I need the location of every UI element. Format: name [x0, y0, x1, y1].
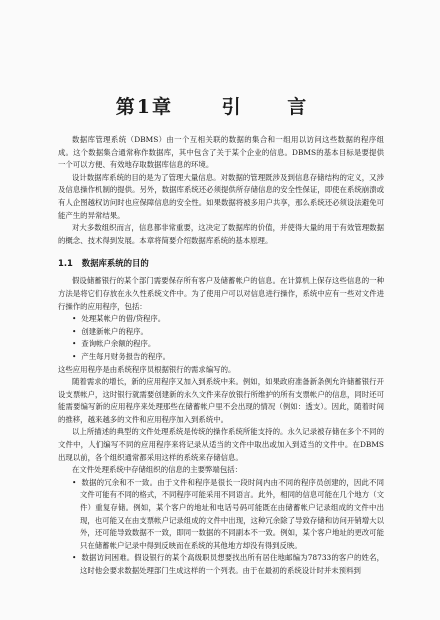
section-title: 数据库系统的目的: [81, 258, 149, 269]
list-item: • 处理某帐户的借/贷程序。: [80, 313, 384, 326]
drawbacks-list: [58, 477, 384, 578]
list-item: • 查询帐户余额的程序。: [80, 338, 384, 351]
paragraph-growth: 随着需求的增长，新的应用程序又加入到系统中来。例如，如果政府准备新条例允许储蓄银行开设支票帐户，这时银行就需要创建新的永久文件来存放银行所维护的所有支票帐户的信息，同时还可能需要编写新的应用程序来处理那些在储蓄帐户里不会出现的情况（例如：透支）。因此，随着时间的推移，越来越多的文件和应用程序加入到系统中。: [58, 377, 384, 424]
paragraph-drawbacks-intro: 在文件处理系统中存储组织的信息的主要弊端包括：: [72, 465, 242, 475]
intro-paragraph-2: 设计数据库系统的目的是为了管理大量信息。对数据的管理既涉及到信息存储结构的定义，又涉及信息操作机制的提供。另外，数据库系统还必须提供所存储信息的安全性保证，即使在系统崩溃或有人企图越权访问时也应保障信息的安全性。如果数据将被多用户共享，那么系统还必须设法避免可能产生的异常结果。: [58, 172, 384, 220]
intro-paragraph-1: 数据库管理系统（DBMS）由一个互相关联的数据的集合和一组用以访问这些数据的程序组成。这个数据集合通常称作数据库，其中包含了关于某个企业的信息。DBMS的基本目标是要提供一个可以方便、有效地存取数据库信息的环境。: [58, 135, 384, 170]
list-item: • 数据访问困难。假设银行的某个高级职员想要找出所有居住地邮编为78733的客户的姓名，这时他会要求数据处理部门生成这样的一个列表。由于在最初的系统设计时并未预料到: [80, 552, 384, 577]
chapter-title: [58, 92, 384, 120]
section-paragraph-1: 假设储蓄银行的某个部门需要保存所有客户及储蓄帐户的信息。在计算机上保存这些信息的一种方法是将它们存放在永久性系统文件中。为了使用户可以对信息进行操作，系统中应有一些对文件进行操作的应用程序，包括：: [58, 276, 384, 311]
chapter-number: 第1章: [115, 96, 173, 118]
paragraph-file-system: 以上所描述的典型的文件处理系统是传统的操作系统所能支持的。永久记录被存储在多个不同的文件中，人们编写不同的应用程序来将记录从适当的文件中取出或加入到适当的文件中。在DBMS出现以前，各个组织通常都采用这样的系统来存储信息。: [58, 427, 384, 462]
section-heading: [58, 257, 384, 269]
list-item: • 数据的冗余和不一致。由于文件和程序是很长一段时间内由不同的程序员创建的，因此不同文件可能有不同的格式，不同程序可能采用不同语言。此外，相同的信息可能在几个地方（文件）重复存储。例如，某个客户的地址和电话号码可能既在由储蓄帐户记录组成的文件中出现，也可能又在由支票帐户记录组成的文件中出现，这种冗余除了导致存储和访问开销增大以外，还可能导致数据不一致，即同一数据的不同副本不一致。例如，某个客户地址的更改可能只在储蓄帐户记录中得到反映而在系统的其他地方却没有得到反映。: [80, 477, 384, 553]
section-number: 1.1: [58, 258, 73, 269]
list-item: • 产生每月财务报告的程序。: [80, 351, 384, 364]
program-list: [58, 313, 384, 363]
after-list-paragraph: 这些应用程序是由系统程序员根据银行的需求编写的。: [58, 364, 236, 374]
intro-paragraph-3: 对大多数组织而言，信息都非常重要，这决定了数据库的价值，并使得大量的用于有效管理数据的概念、技术得到发展。本章将简要介绍数据库系统的基本原理。: [58, 223, 384, 245]
list-item: • 创建新帐户的程序。: [80, 326, 384, 339]
chapter-title-char-1: 引: [221, 96, 243, 118]
chapter-title-char-2: 言: [287, 96, 309, 118]
